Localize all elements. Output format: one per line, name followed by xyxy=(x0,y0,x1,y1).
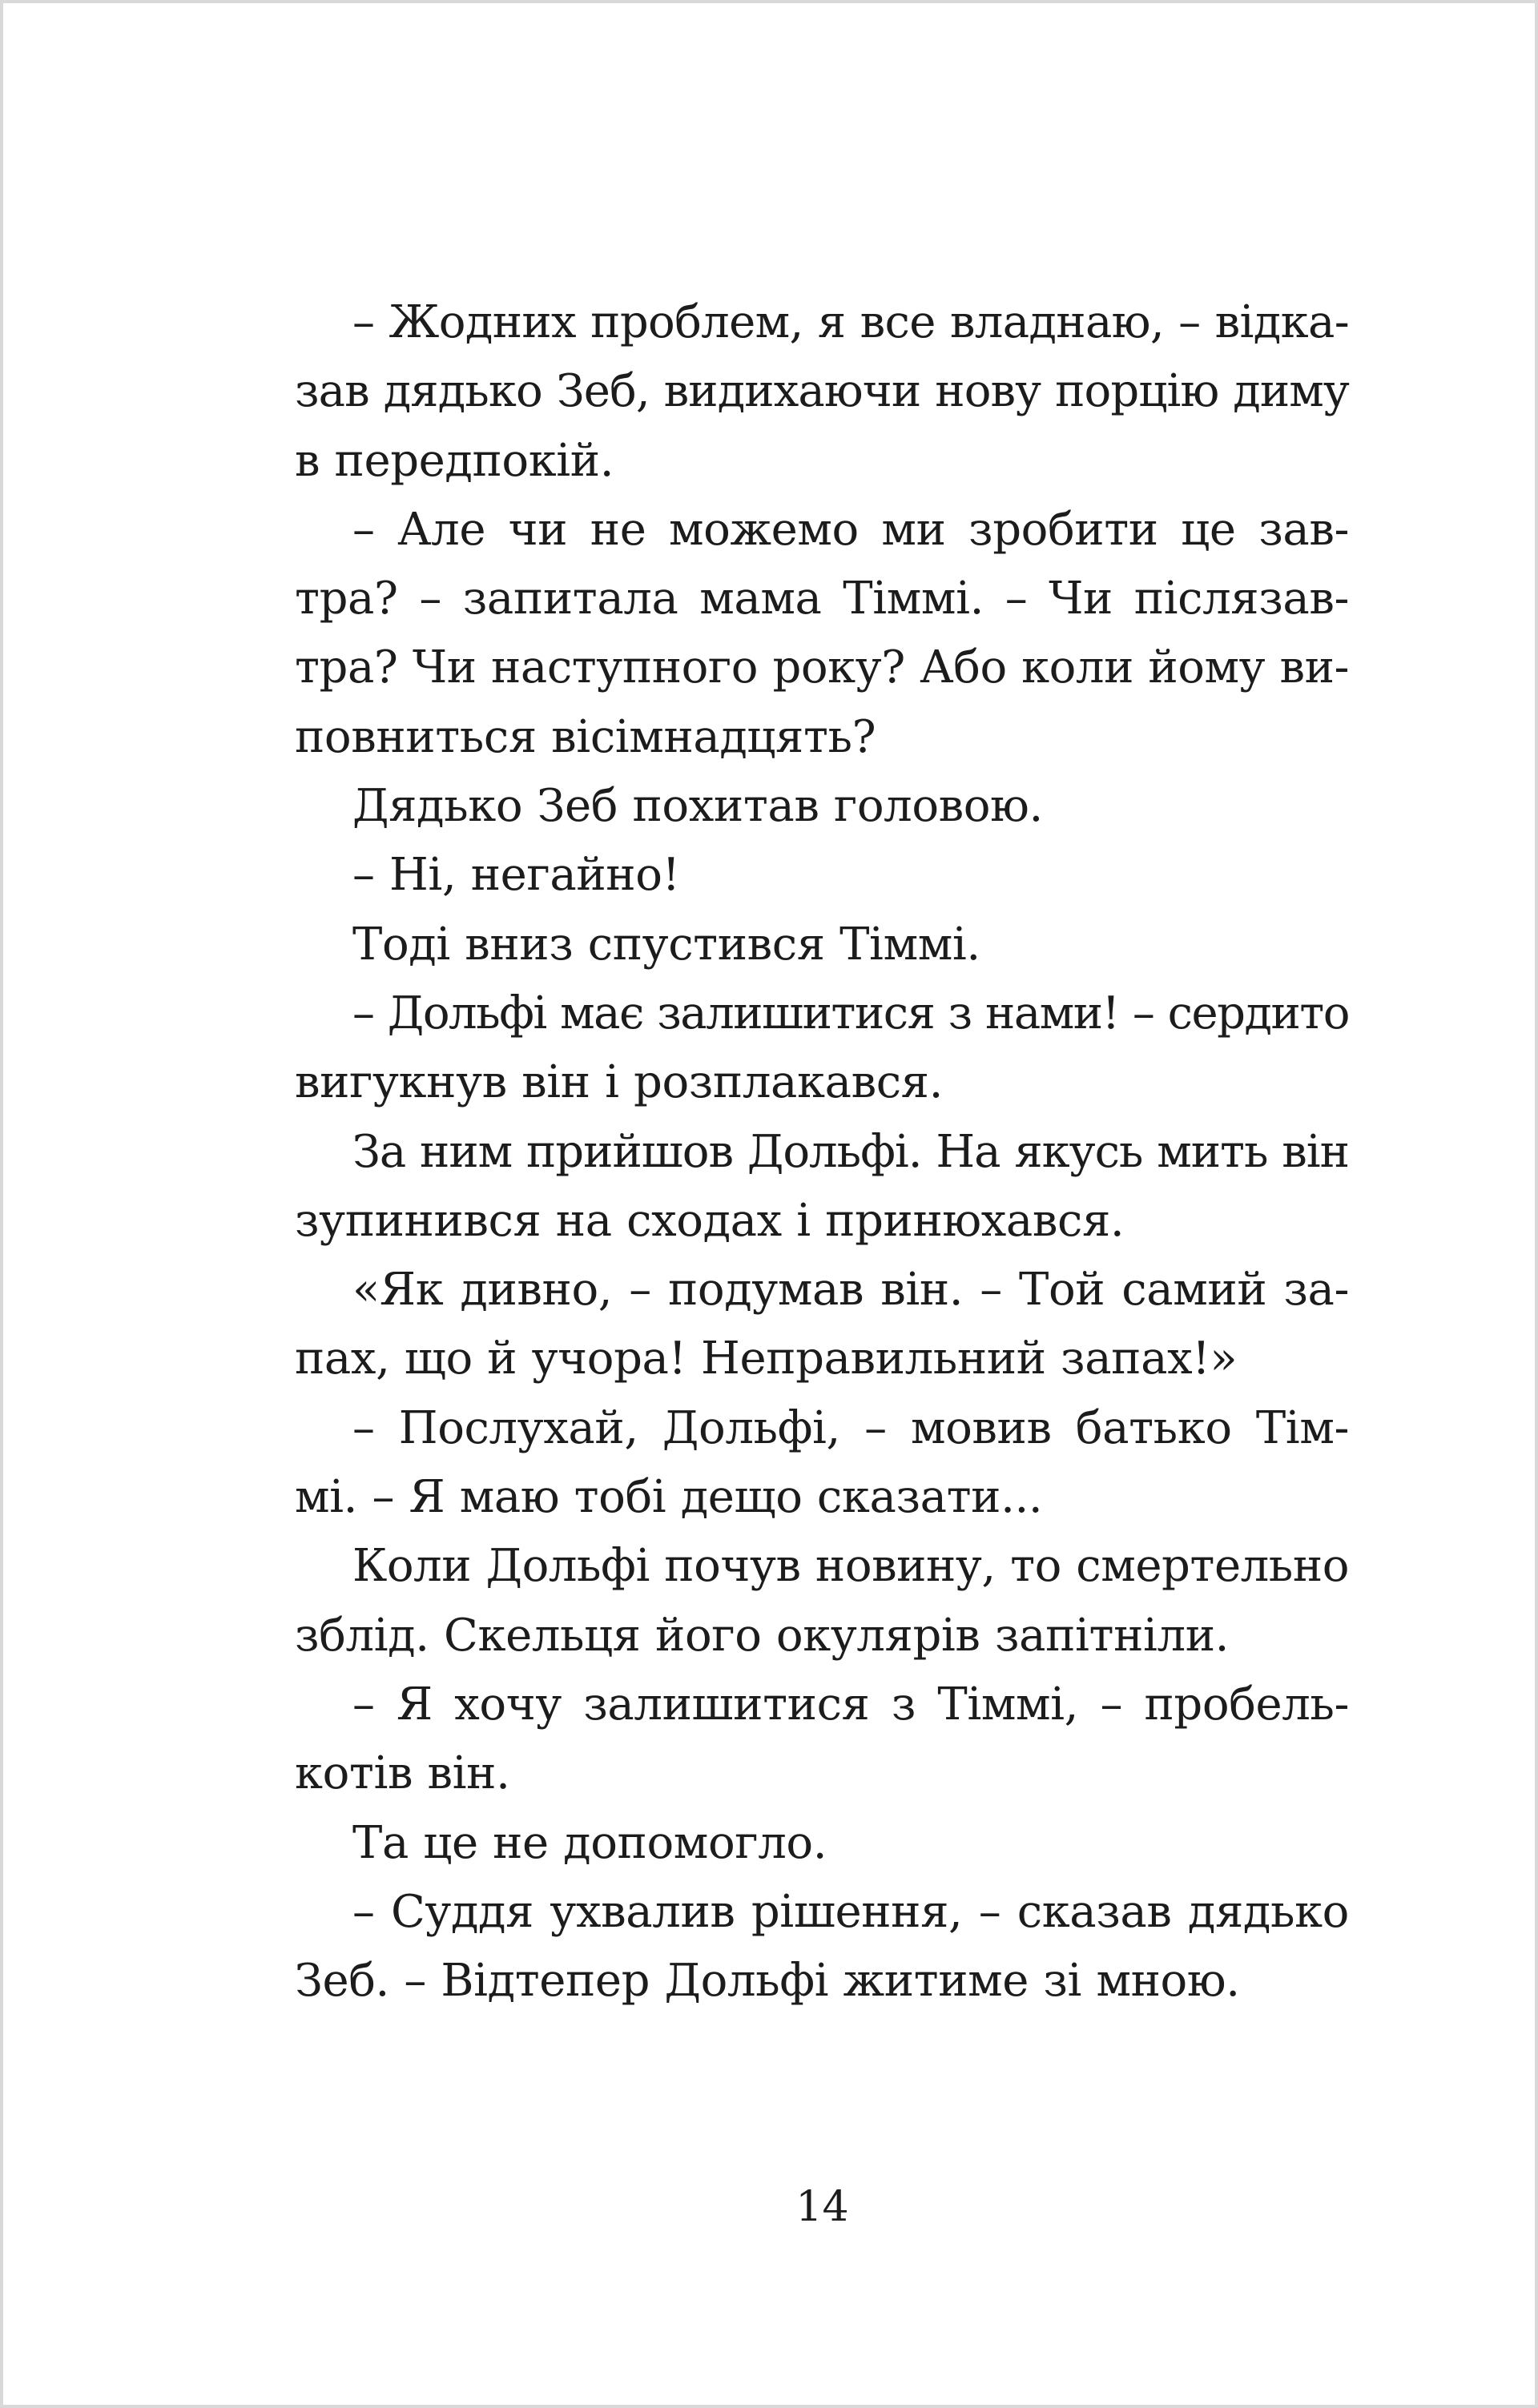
text-line-15: «Як дивно, – подумав він. – Той самий за- xyxy=(352,1264,1349,1317)
text-line-12: вигукнув він і розплакався. xyxy=(295,1056,944,1109)
text-line-17: – Послухай, Дольфі, – мовив батько Тім- xyxy=(352,1401,1349,1454)
text-line-20: зблід. Скельця його окулярів запітніли. xyxy=(295,1609,1230,1662)
text-line-19: Коли Дольфі почув новину, то смертельно xyxy=(352,1540,1349,1593)
text-line-24: – Суддя ухвалив рішення, – сказав дядько xyxy=(352,1885,1349,1938)
text-line-23: Та це не допомогло. xyxy=(352,1816,827,1869)
text-line-22: котів він. xyxy=(295,1747,510,1800)
text-line-9: – Ні, негайно! xyxy=(352,849,680,902)
text-line-18: мі. – Я маю тобі дещо сказати... xyxy=(295,1471,1043,1524)
text-line-25: Зеб. – Відтепер Дольфі житиме зі мною. xyxy=(295,1955,1240,2008)
text-line-16: пах, що й учора! Неправильний запах!» xyxy=(295,1333,1238,1385)
text-line-13: За ним прийшов Дольфі. На якусь мить він xyxy=(352,1125,1349,1178)
text-line-3: в передпокій. xyxy=(295,434,614,487)
text-line-1: – Жодних проблем, я все владнаю, – відка- xyxy=(352,296,1349,348)
body-text xyxy=(295,288,1349,2016)
text-line-5: тра? – запитала мама Тіммі. – Чи післязав- xyxy=(295,573,1349,625)
text-line-8: Дядько Зеб похитав головою. xyxy=(352,780,1043,833)
text-line-2: зав дядько Зеб, видихаючи нову порцію диму xyxy=(295,365,1349,418)
text-line-10: Тоді вниз спустився Тіммі. xyxy=(352,918,980,971)
text-line-11: – Дольфі має залишитися з нами! – сердито xyxy=(352,987,1349,1039)
text-line-6: тра? Чи наступного року? Або коли йому ви- xyxy=(295,641,1349,694)
text-line-14: зупинився на сходах і принюхався. xyxy=(295,1194,1125,1247)
text-line-4: – Але чи не можемо ми зробити це зав- xyxy=(352,503,1349,556)
text-line-21: – Я хочу залишитися з Тіммі, – пробель- xyxy=(352,1678,1349,1731)
text-line-7: повниться вісімнадцять? xyxy=(295,710,876,763)
page-number: 14 xyxy=(795,2183,849,2231)
